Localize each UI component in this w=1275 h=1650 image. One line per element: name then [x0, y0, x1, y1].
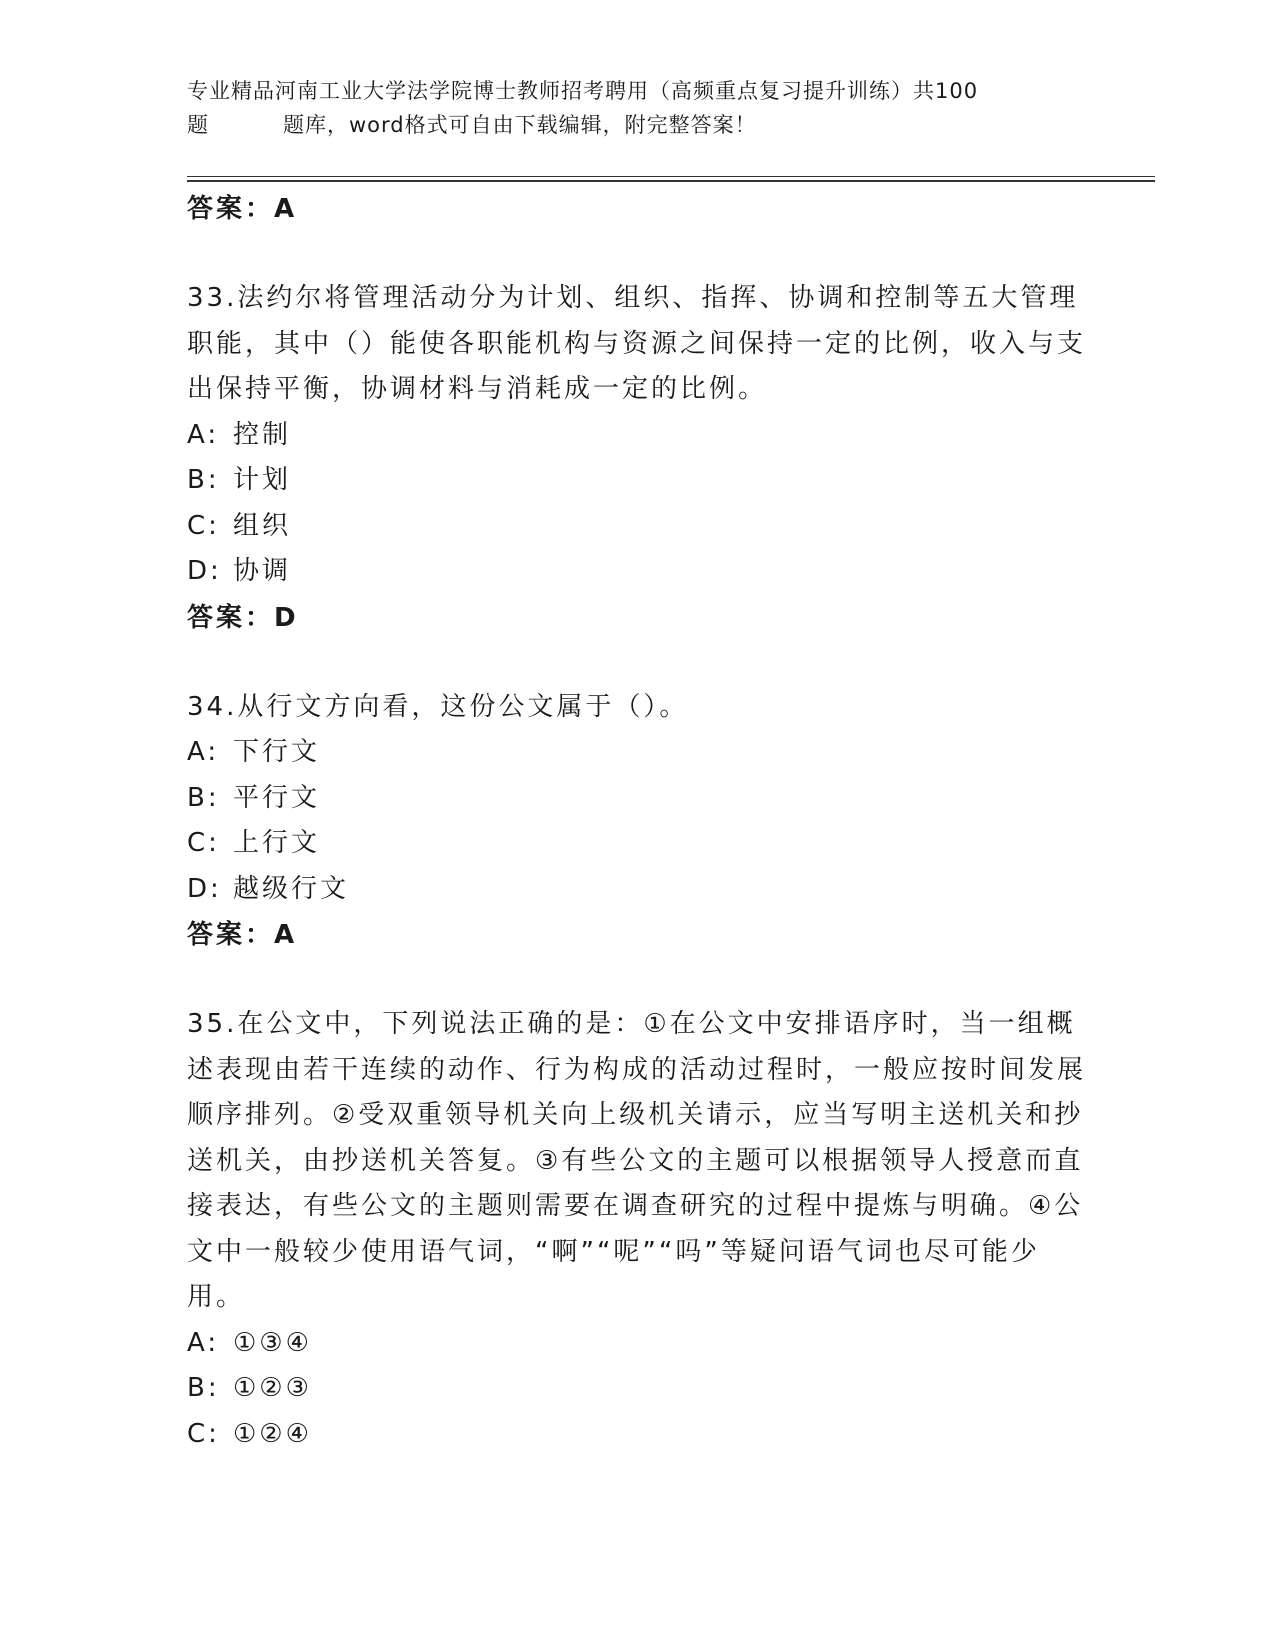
option-letter: C:: [187, 1418, 220, 1449]
option-letter: B:: [187, 465, 220, 495]
option-c: [187, 504, 1087, 550]
option-c: [187, 821, 1087, 867]
option-a: [187, 730, 1087, 776]
question-text: 35.在公文中，下列说法正确的是：①在公文中安排语序时，当一组概述表现由若干连续的动作、行为构成的活动过程时，一般应按时间发展顺序排列。②受双重领导机关向上级机关请示，应当写明主送机关和抄送机关，由抄送机关答复。③有些公文的主题可以根据领导人授意而直接表达，有些公文的主题则需要在调查研究的过程中提炼与明确。④公文中一般较少使用语气词，“啊”“呢”“吗”等疑问语气词也尽可能少用。: [187, 1009, 1087, 1312]
header-title-line1: 专业精品河南工业大学法学院博士教师招考聘用（高频重点复习提升训练）共100: [187, 79, 979, 103]
answer-line: 答案：A: [187, 920, 298, 950]
question-33: [187, 276, 1087, 641]
page-header: [187, 74, 1087, 142]
header-line2-right: 题库，word格式可自由下载编辑，附完整答案！: [283, 113, 757, 137]
question-34: [187, 685, 1087, 959]
header-rule-thin: [187, 176, 1155, 177]
option-letter: C:: [187, 828, 220, 858]
option-letter: D:: [187, 873, 222, 904]
option-text: ①②③: [233, 1373, 312, 1403]
option-text: 计划: [233, 465, 292, 495]
question-text: 34.从行文方向看，这份公文属于（）。: [187, 691, 689, 722]
option-c: [187, 1412, 1087, 1458]
option-letter: A:: [187, 1327, 220, 1358]
header-gap: [209, 108, 283, 142]
option-letter: A:: [187, 419, 220, 450]
question-text: 33.法约尔将管理活动分为计划、组织、指挥、协调和控制等五大管理职能，其中（）能使各职能机构与资源之间保持一定的比例，收入与支出保持平衡，协调材料与消耗成一定的比例。: [187, 283, 1087, 404]
document-body: [187, 186, 1087, 1457]
option-b: [187, 776, 1087, 822]
header-rule-thick: [187, 180, 1155, 182]
option-b: [187, 458, 1087, 504]
option-text: ①③④: [233, 1327, 312, 1358]
option-text: 下行文: [233, 737, 321, 767]
option-text: 平行文: [233, 782, 321, 813]
option-text: 协调: [233, 556, 292, 586]
option-text: ①②④: [233, 1418, 312, 1449]
option-a: [187, 1321, 1087, 1367]
option-text: 上行文: [233, 828, 321, 858]
option-letter: A:: [187, 737, 220, 767]
option-text: 越级行文: [233, 873, 350, 904]
option-letter: B:: [187, 782, 220, 813]
header-line2-left: 题: [187, 113, 209, 137]
option-text: 组织: [233, 510, 292, 541]
answer-line: 答案：D: [187, 602, 299, 633]
option-letter: B:: [187, 1373, 220, 1403]
question-35: [187, 1002, 1087, 1457]
header-title-line2: [187, 108, 1087, 142]
answer-line: 答案：A: [187, 194, 298, 224]
option-d: [187, 549, 1087, 595]
option-a: [187, 413, 1087, 459]
option-b: [187, 1366, 1087, 1412]
option-letter: C:: [187, 510, 220, 541]
option-d: [187, 867, 1087, 913]
option-letter: D:: [187, 556, 222, 586]
option-text: 控制: [233, 419, 292, 450]
